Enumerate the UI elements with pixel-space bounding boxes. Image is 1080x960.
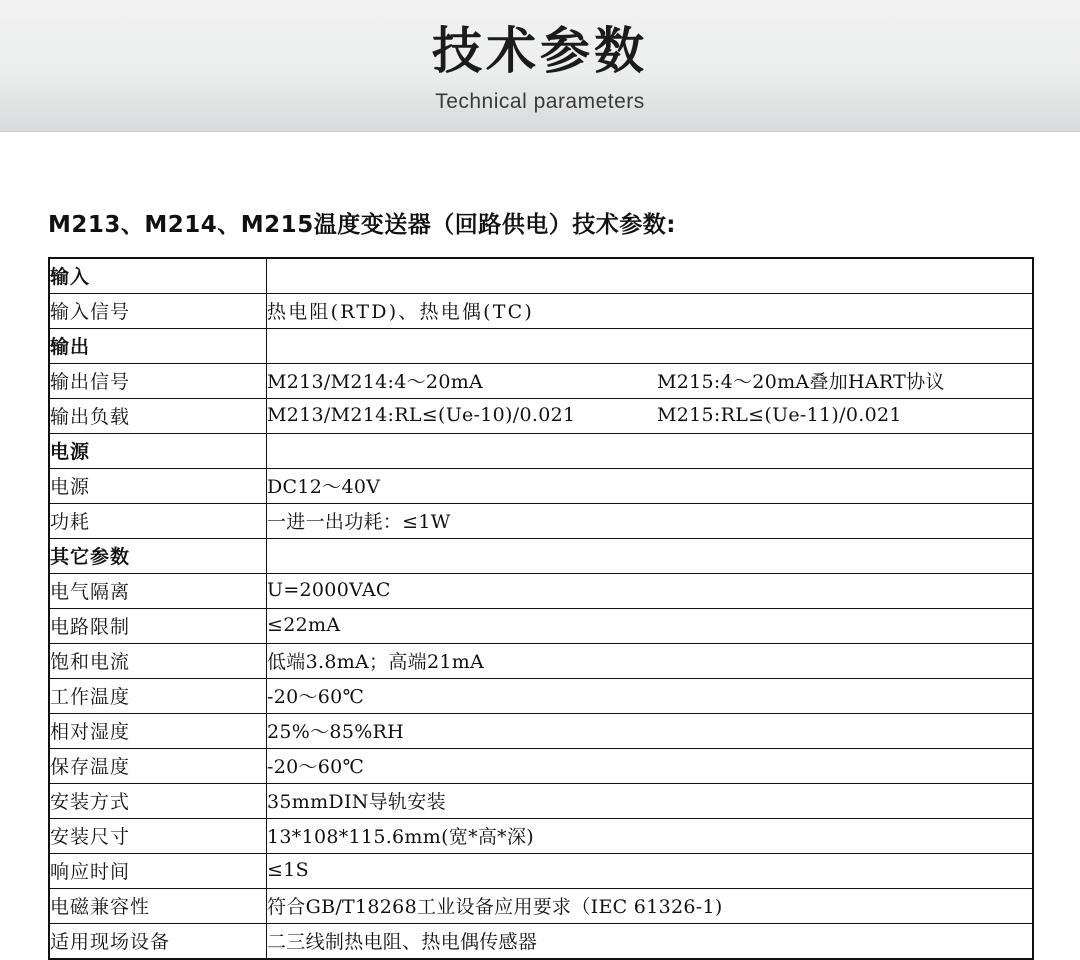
table-row-label: 输出信号: [49, 364, 267, 399]
table-group-label: 其它参数: [49, 539, 267, 574]
table-row: [49, 329, 1033, 364]
table-row: [49, 679, 1033, 714]
table-row: [49, 258, 1033, 294]
table-row: [49, 749, 1033, 784]
table-row-value: -20～60℃: [267, 679, 1034, 714]
table-row-label: 电路限制: [49, 609, 267, 644]
table-row: [49, 924, 1033, 960]
table-row: [49, 784, 1033, 819]
table-row-label: 输入信号: [49, 294, 267, 329]
table-row-label: 安装尺寸: [49, 819, 267, 854]
table-row-value: 低端3.8mA；高端21mA: [267, 644, 1034, 679]
table-row-value: [267, 399, 1034, 434]
table-row-label: 工作温度: [49, 679, 267, 714]
table-row-value-secondary: M215:RL≤(Ue-11)/0.021: [657, 404, 902, 426]
banner-title: 技术参数: [432, 22, 648, 80]
table-row-label: 响应时间: [49, 854, 267, 889]
table-row-label: 电气隔离: [49, 574, 267, 609]
table-row-value: [267, 364, 1034, 399]
table-row-label: 保存温度: [49, 749, 267, 784]
table-row-value: [267, 258, 1034, 294]
table-row-value: 符合GB/T18268工业设备应用要求（IEC 61326-1): [267, 889, 1034, 924]
table-row-value: 35mmDIN导轨安装: [267, 784, 1034, 819]
table-row-value: 二三线制热电阻、热电偶传感器: [267, 924, 1034, 960]
table-row-value: [267, 329, 1034, 364]
table-row-value: [267, 539, 1034, 574]
table-row: [49, 889, 1033, 924]
table-row: [49, 294, 1033, 329]
table-row-value-primary: M213/M214:RL≤(Ue-10)/0.021: [267, 404, 576, 426]
table-group-label: 电源: [49, 434, 267, 469]
table-row-value: 一进一出功耗：≤1W: [267, 504, 1034, 539]
table-row: [49, 469, 1033, 504]
table-row-value: U=2000VAC: [267, 574, 1034, 609]
table-row-value: 13*108*115.6mm(宽*高*深): [267, 819, 1034, 854]
table-row-value-primary: M213/M214:4～20mA: [267, 370, 484, 393]
table-row-label: 饱和电流: [49, 644, 267, 679]
table-row: [49, 714, 1033, 749]
table-row-value: [267, 434, 1034, 469]
table-row: [49, 434, 1033, 469]
table-row-value: ≤1S: [267, 854, 1034, 889]
banner-subtitle: Technical parameters: [435, 90, 645, 113]
table-row-label: 输出负载: [49, 399, 267, 434]
table-row-label: 电源: [49, 469, 267, 504]
table-group-label: 输入: [49, 258, 267, 294]
table-row: [49, 504, 1033, 539]
table-row-value-secondary: M215:4～20mA叠加HART协议: [657, 370, 945, 393]
table-row: [49, 609, 1033, 644]
table-row-label: 相对湿度: [49, 714, 267, 749]
page-title: M213、M214、M215温度变送器（回路供电）技术参数:: [48, 212, 676, 238]
table-row: [49, 644, 1033, 679]
table-row: [49, 399, 1033, 434]
table-row: [49, 574, 1033, 609]
table-row-value: -20～60℃: [267, 749, 1034, 784]
page-banner: [0, 0, 1080, 132]
table-row-label: 功耗: [49, 504, 267, 539]
table-row-value: 热电阻(RTD)、热电偶(TC): [267, 294, 1034, 329]
table-row: [49, 364, 1033, 399]
table-row: [49, 854, 1033, 889]
table-row-label: 安装方式: [49, 784, 267, 819]
spec-table-container: [48, 257, 1034, 960]
table-group-label: 输出: [49, 329, 267, 364]
table-row-label: 电磁兼容性: [49, 889, 267, 924]
table-row: [49, 539, 1033, 574]
table-row-value: 25%～85%RH: [267, 714, 1034, 749]
table-row-label: 适用现场设备: [49, 924, 267, 960]
technical-parameters-table: [48, 257, 1034, 960]
table-row-value: ≤22mA: [267, 609, 1034, 644]
table-row: [49, 819, 1033, 854]
table-row-value: DC12～40V: [267, 469, 1034, 504]
